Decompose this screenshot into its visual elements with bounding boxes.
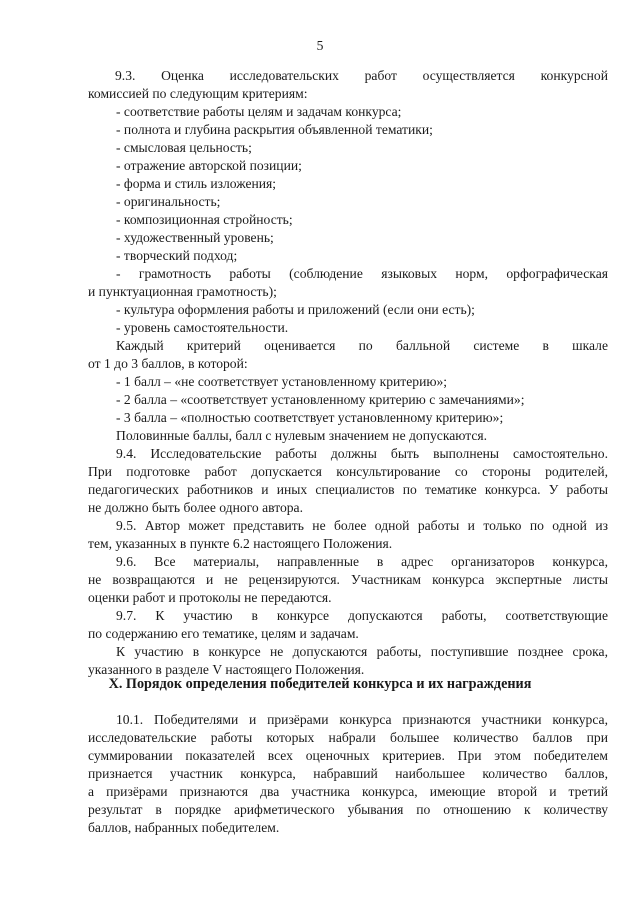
criterion-item: - смысловая цельность; [116,140,252,155]
criterion-item: - оригинальность; [116,194,221,209]
scale-item: - 2 балла – «соответствует установленному критерию с замечаниями»; [116,392,525,407]
p101-line: исследовательские работы которых набрали большее количество баллов при [88,730,608,745]
p94-line: 9.4. Исследовательские работы должны быть выполнены самостоятельно. [116,446,608,461]
criterion-item: - отражение авторской позиции; [116,158,302,173]
half-points-note: Половинные баллы, балл с нулевым значением не допускаются. [116,428,488,443]
criterion-item: - творческий подход; [116,248,238,263]
criterion-item: - художественный уровень; [116,230,274,245]
late-submission-line: указанного в разделе V настоящего Положения. [88,662,365,677]
criterion-item: - уровень самостоятельности. [116,320,289,335]
criterion-item: - соответствие работы целям и задачам конкурса; [116,104,402,119]
p94-line: педагогических работников и иных специалистов по тематике конкурса. У работы [88,482,608,497]
scale-item: - 1 балл – «не соответствует установленному критерию»; [116,374,448,389]
criterion-literacy-line2: и пунктуационная грамотность); [88,284,277,299]
p97-line: 9.7. К участию в конкурсе допускаются работы, соответствующие [116,608,608,623]
p96-line: 9.6. Все материалы, направленные в адрес организаторов конкурса, [116,554,608,569]
p94-line: При подготовке работ допускается консультирование со стороны родителей, [88,464,608,479]
p101-line: признается участник конкурса, набравший наибольшее количество баллов, [88,766,608,781]
p101-line: результат в порядке арифметического убывания по отношению к количеству [88,802,608,817]
p96-line: не возвращаются и не рецензируются. Участникам конкурса экспертные листы [88,572,608,587]
p101-line: баллов, набранных победителем. [88,820,280,835]
page-number: 5 [316,38,324,53]
scale-item: - 3 балла – «полностью соответствует установленному критерию»; [116,410,504,425]
p95-line: 9.5. Автор может представить не более одной работы и только по одной из [116,518,608,533]
p93-line1: 9.3. Оценка исследовательских работ осуществляется конкурсной [115,68,608,83]
criterion-item: - полнота и глубина раскрытия объявленной тематики; [116,122,433,137]
p93-line2: комиссией по следующим критериям: [88,86,308,101]
p101-line: суммировании показателей всех оценочных критериев. При этом победителем [88,748,608,763]
p94-line: не должно быть более одного автора. [88,500,303,515]
criterion-item: - культура оформления работы и приложений (если они есть); [116,302,475,317]
scale-line1: Каждый критерий оценивается по балльной системе в шкале [116,338,608,353]
section-10-heading: X. Порядок определения победителей конкурса и их награждения [108,676,532,692]
criterion-item: - композиционная стройность; [116,212,293,227]
criterion-literacy-line1: - грамотность работы (соблюдение языковых норм, орфографическая [116,266,608,281]
scale-line2: от 1 до 3 баллов, в которой: [88,356,248,371]
p95-line: тем, указанных в пункте 6.2 настоящего Положения. [88,536,393,551]
p101-line: а призёрами признаются два участника конкурса, имеющие второй и третий [88,784,608,799]
late-submission-line: К участию в конкурсе не допускаются работы, поступившие позднее срока, [116,644,608,659]
p97-line: по содержанию его тематике, целям и задачам. [88,626,359,641]
p101-line: 10.1. Победителями и призёрами конкурса признаются участники конкурса, [116,712,608,727]
p96-line: оценки работ и протоколы не передаются. [88,590,332,605]
criterion-item: - форма и стиль изложения; [116,176,277,191]
